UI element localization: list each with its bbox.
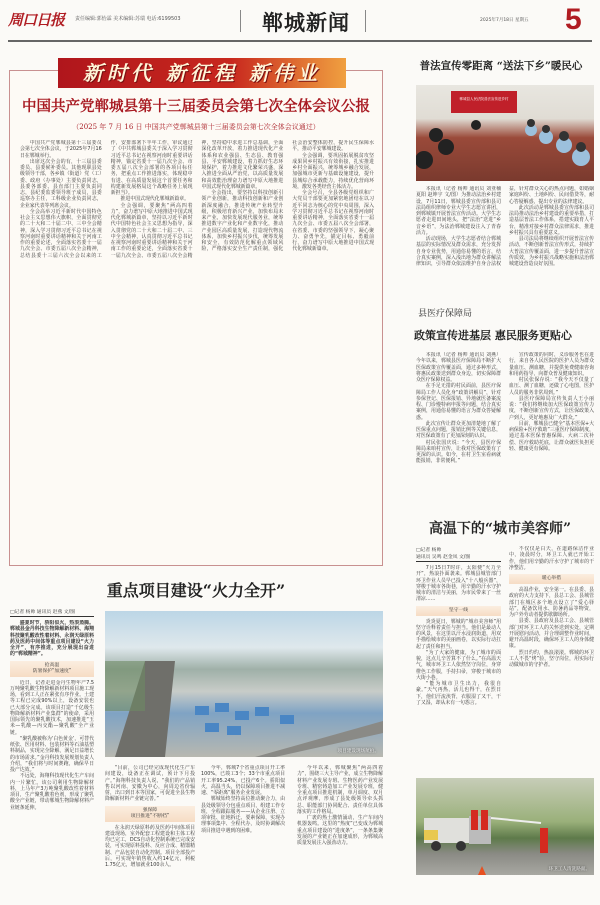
divider [240,10,241,32]
paragraph: 烈日灼灼，热浪滚滚。郸城的环卫工人不畏“烤”验，坚守岗位，用实际行动做城市的守护者。 [509,649,594,668]
paragraph: 县委、县政府及县总工会、县城管部门对环卫工人的关怀送到实处，定期开展慰问活动，并合理调整作业时间，避开高温时段，确保环卫工人的身体健康。 [509,618,594,650]
slogan-banner: 新时代 新征程 新伟业 [58,58,346,88]
cleaners-headline: 高温下的“城市美容师” [428,521,572,537]
projects-sidebar [10,608,94,905]
newspaper-logo: 周口日报 [8,11,65,29]
paragraph: 盛夏时节，骄阳似火，热浪蒸腾。郸城县金丹科技生物降解新材料、海翔科技聚乳酸改性着材料、永润天绿原料药及医药中间体等重点项目建设“火力全开”，有序推进，充分展现出奋进的“郸城精神”。 [10,620,94,658]
paragraph: 全会高举习近平新时代中国特色社会主义思想伟大旗帜，全面贯彻党的二十大和二十届二中、三中全会精神，深入学习贯彻习近平总书记在视察河南时重要讲话精神和关于河南工作的重要论述，全面落实省委十一届九次全会、市委五届八次全会精神，总结县委十三届六次全会以来的工作，安排部署下半年工作，审议通过了《中共郸城县委关于深入学习贯彻习近平总书记在视察河南时重要讲话精神，锚定省委十一届九次全会、市委五届八次全会部署的各项目标任务，把重点工作推进落实，体现稳中有进、在高质量发展这个首要任务和构建新发展格局这个战略任务上展现新担当》。 [20,140,193,259]
paragraph: 村民张保存说：“我今天不仅量了血压、测了血糖，还做了心电图，医护人员的服务非常周到。” [509,377,594,396]
subhead: 暖心举措 [509,574,594,584]
subhead: 抢高温 防暑保护“加速度” [10,661,94,677]
paragraph: 活动现场，大学生志愿者结合郸城基层的实际情况及群众需求，充分发挥自身专业优势，用通俗易懂的语言，结合真实案例，深入浅出地为群众讲解法律知识，引导群众依法维护自身合法权益，针对群众关心的热点问题，如婚姻家庭纠纷、土地纠纷、民间借贷等，耐心答疑解惑，提出专业的法律建议。 [416,186,594,267]
street-cleaning-photo [416,778,594,875]
paragraph: “聚乳酸被称为‘白色黄金’，可替代纸张、医用材料、包装材料等石油基塑料制品，实现完全降解，满足日益增长的市场需求。”金丹科技发展规划负责人介绍，“我们将与时间赛跑，确保早日投产达效。” [10,735,94,773]
projects-headline: 重点项目建设“火力全开” [106,581,286,600]
byline: □记者 杨帅 通讯员 赵燕 文/图 [10,608,94,617]
paragraph: “目前，公司已经完成现代化生产车间建设，设备正在调试，预计下月投产。”海翔科技负责人说，“我们的产品销售以河南、安徽为中心，向周边省份辐射，出口到日本等国家，可促进全县生物降解新材料产业链完善。” [105,765,195,803]
photo-caption: 项目建设现场航拍。 [337,749,379,754]
photo-caption: 环卫工人清洗路面。 [548,867,590,872]
lead-subtitle: （2025 年 7 月 16 日 中国共产党郸城县第十三届委员会第七次全体会议通过） [72,123,320,131]
lead-body [20,140,374,558]
paragraph: 本报讯（记者 杨帅 通讯员 刘亚楠 夏阳 赵坤宇 文/图）为推动法治乡村建设，7月11日，郸城县委宣传部和县司法局组织律师专业大学生志愿宣讲团，到郸城镇开展普法宣传活动。大学生志愿者走进田间地头，把“法治”送进“乡音乡语”，为法治郸城建设注入了青春活力。 [416,186,501,236]
paragraph: 全会强调，要聚焦“两高四着力”，奋力谱写中原大地推进中国式现代化郸城新篇章，坚持以习近平新时代中国特色社会主义思想为指导，深入贯彻党的二十大和二十届二中、三中全会精神，认真贯彻习近平总书记在视察河南时重要讲话精神和关于河南工作的重要论述，全面落实省委十一届九次全会、市委五届八次全会精神，坚持稳中求进工作总基调，全面深化改革开放，着力推进现代化产业体系和农业强县、生态县、教育强县、平安郸城建设，着力抓好生态环境保护，着力推进文化繁荣兴盛，深入推进全面从严治党，以高质量发展和高效能治理奋力谱写中原大地推进中国式现代化郸城新篇章。 [110,140,284,259]
paragraph: 宣传政策的同时，义诊服务也在进行，来自各人民医院的医护人员为群众量血压、测血糖，并提供免费健康咨询和用药指导，向群众普及健康知识。 [509,352,594,377]
photo-illustration [416,778,594,875]
projects-col3 [201,765,285,880]
header-rule [8,40,592,42]
law-body [416,186,594,291]
paragraph: 高温作业，安全第一。在县委、县政府的大力支持下，县总工会、县城管部门在城区多个地点设立了“爱心驿站”，配备饮用水、防暑药品等物资，为户外劳动者提供歇脚场所。 [509,587,594,618]
paragraph: 县司法局将继续组织开展普法宣传活动，不断创新普法宣传形式，持续扩大普法宣传覆盖面，进一步提升普法宣传质效，为乡村振兴战略实施和法治郸城建设营造良好氛围。 [509,236,594,267]
medical-headline: 政策宣传进基层 惠民服务更贴心 [414,329,572,342]
paragraph: “能为城市卫生出力，我很自豪。”天气再热，活儿也得干，在烈日下，他们汗流浃背，衣服湿了又干，干了又湿，却从未有一句怨言。 [416,681,501,706]
paragraph: 广袤的热土激情涌动，生产车间内机器轰鸣。这里的“热度”已变成为郸城重点项目建设的“进度条”，一条条集聚发展的产业链正在加速成形，为郸城高质量发展注入强劲动力。 [297,815,383,846]
paragraph: 县医疗保障局宣传负责人王小丽说：“我们将继续加大医保政策宣传力度，不断创新宣传方式，让医保政策入户到人，更好地惠及广大群众。” [509,395,594,421]
paragraph: 此次活动是郸城县委宣传部和县司法局推动法治乡村建设的重要举措，打造基层普法工作体系，搭建实践育人平台，精准对接乡村群众法律需求，推进乡村振兴具有重要意义。 [509,204,594,236]
medical-kicker: 县医疗保障局 [418,309,473,319]
lead-headline: 中国共产党郸城县第十三届委员会第七次全体会议公报 [22,98,370,115]
section-title: 郸城新闻 [262,10,350,35]
aerial-construction-photo [105,611,383,757]
meeting-banner: 郸城县人民法院普法宣传进乡村 [451,91,517,113]
divider [365,10,366,32]
projects-col4 [297,765,383,880]
law-headline: 普法宣传零距离 “送法下乡”暖民心 [419,60,583,72]
editor-info: 责任编辑:郭怡霖 美术编辑:苏瑞 电话:6199503 [75,16,181,22]
paragraph: 在手足无措的村民面前，县医疗保障局工作人员化身“政策讲解员”，针对参保登记、医保报销、异地就医备案流程、门诊慢特病申报等问题，结合真实案例，用通俗易懂的语言为群众答疑解惑。 [416,383,501,421]
paragraph: 不仅仅是白天，在道路保洁作业中，凌晨时分，环卫工人就已开始工作，他们用辛勤的汗水守护了城市的干净整洁。 [509,546,594,571]
photo-illustration [105,611,383,757]
page-number: 5 [565,3,582,36]
cleaners-col2 [509,546,594,774]
paragraph: 全会指出，要坚持以科技创新引领产业创新，推动科技创新和产业创新深度融合，推进传统产业转型升级，积极培育新兴产业，加快布局未来产业，加快发展现代服务业，统筹推进数字产业化和产业数字化，推动产业园区高质量发展，打造现代物流体系，加快乡村振兴步伐，统筹发展和安全，有效防范化解重点领域风险，严格落实安全生产责任制，强化社会治安整体防控，提升民生保障水平，推动平安郸城建设。 [201,140,374,253]
subhead: 坚守一线 [416,606,501,616]
paragraph: 本报讯（记者 杨帅 通讯员 刘燕）今年以来，郸城县医疗保障局不断扩大医保政策宣传覆盖面，通过多种形式，将惠民政策送到群众身边，切实保障群众医疗保障权益。 [416,352,501,383]
projects-col1 [10,680,94,905]
paragraph: 在永润天绿原料药及医药中间体项目建设现场，室外配套工程建设和主体工程均已完工，DCS自动化控制系统已完成安装，可实现原料投料、反应合成、精馏精制、产品包装自动化控制。项目全部投产后，可实现年销售收入约14亿元，利税1.75亿元，增加就业100余人。 [105,824,195,868]
paragraph: 目前，郸城县已健全“基本医保+大病保险+医疗救助”三重医疗保障制度，通过基本医保普惠保障、大病二次补偿、医疗救助托底，让群众就医负担更轻、健康更有保障。 [509,420,594,452]
paragraph: 7月15日7时许，太阳便“火力全开”，热浪扑面袭来。郸城县城管部门环卫作业人员早已投入“十八般兵器”，穿梭于城市各街巷，用辛勤的汗水守护城市的清洁与美丽，为市民带来了一丝清凉…… [416,565,501,603]
issue-date: 2025年7月18日 星期五 [480,18,529,23]
paragraph: 今年以来，郸城聚焦“两高四着力”，围绕三大主导产业，成立生物降解材料产业发展专班、生物医药产业发展专班、精密铸造加工产业发展专班，健全重点项目推进机制，单月调度、双月点评观摩，形成了县处级领导牵头抓总、职能部门协同配合、责任单位具体落实的工作格局。 [297,765,383,815]
intro [10,620,94,658]
paragraph: 炎炎夏日，郸城的“城市美容师”用坚守诠释着责任与担当。他们是最动人的风景，在这里以汗水浸润街道，用双手描绘城市的美丽画卷，以实际行动扛起了责任和担当。 [416,618,501,650]
paragraph: 中国共产党郸城县第十三届委员会第七次全体会议，于2025年7月16日在郸城举行。 [20,140,102,159]
paragraph: 近日，记者走进金丹生物年产7.5万吨聚乳酸生物降解新材料项目施工现场，看到工人正在紧张有序作业。土建等工程已完成90%以上，设备安装也已大部分完成。该项目打造“千亿级生物降解新材料产业集群”的使命，采用国际领先的聚乳酸技术，加速推进“玉米—乳酸—丙交酯—聚乳酸”全产业链。 [10,679,94,736]
paragraph: 推进中国式现代化郸城新篇章。 [120,196,190,203]
cleaners-col1 [416,546,501,774]
byline: □记者 杨帅 通讯员 吴鸣 赵金凤 文/图 [416,546,501,562]
paragraph: 不远处，海翔科技现代化生产车间内一片繁忙。该公司利用生物降解材料，上马年产3万吨聚乳酸改性着材料项目，生产聚乳酸着色剂，形成了聚乳酸全产业链，带动郸城生物降解材料产业链条延伸。 [10,773,94,811]
law-meeting-photo [416,85,594,181]
paragraph: 今年，郸城7个省重点项目开工率100%，已竣工3个；33个市重点项目开工率95.24%，已投产6个。骄阳似火，高温当头，仍以保障项目推进不减速、“零距离”服务企业发展。 [201,765,285,796]
medical-body [416,352,594,510]
paragraph: 全会号召，全县各级党组织和广大党员干部要更加紧密地团结在以习近平同志为核心的党中央周围，深入学习贯彻习近平总书记在视察河南时重要讲话精神，全面落实省委十一届九次全会、市委五届八次全会部署，在省委、市委的坚强领导下，凝心聚力、奋勇争先，锚定目标、勇毅前行，奋力谱写中原大地推进中国式现代化郸城新篇章。 [292,190,374,253]
paragraph: 郸城始终坚持高位推动聚合力，由县处级领导分包重点项目，组建工作专班，全程跟踪服务——从企业注册、立项审批、征地拆迁、要素保障，实现办理事项集中、全程代办，及时协调解决项目推进中遇到的困难。 [201,796,285,834]
paragraph: 出席这次全会的有，十三届县委委员、县委候补委员。其他现职县处级领导干部，各乡镇（街道）党（工）委、政府（办事处）主要负责同志，县委各部委、县直部门主要负责同志，县纪委监委领导班子成员，县委巡察办主任，工科级企业负责同志，企业家代表等列席会议。 [20,158,102,209]
paragraph: 村民张国庆说：“今天，县医疗保障局来咱村宣传，让我对医保政策有了更深的认识。如今，在村卫生室看病就能报销，非常便利。” [416,439,501,465]
paragraph: 此次宣传让群众更加清楚地了解了医保重点问题，报销比例等关键信息，对医保政策有了更加深刻的认识。 [416,420,501,440]
subhead: 强保障 项目推进“不断档” [105,806,195,822]
paragraph: “为了大家的健康，为了城市的面貌，这点儿辛苦算不了什么。”在高温天气，城市环卫工人依然坚守岗位，身穿橙色工作服，手持扫帚，穿梭于城市的大街小巷。 [416,649,501,681]
projects-col2 [105,765,195,880]
paragraph: 全会强调，要巩固拓展脱贫攻坚成果同乡村振兴有效衔接，扎实推进乡村全面振兴，统筹城乡融合发展，加强城市更新与基础设施建设，提升县城综合承载能力，持续优化营商环境，激发各类经营主体活力。 [292,152,374,190]
